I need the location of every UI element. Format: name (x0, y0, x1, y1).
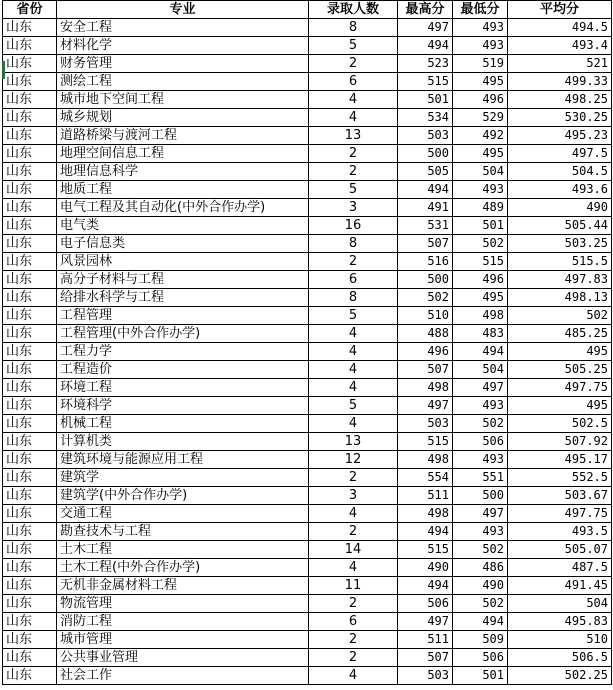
table-row (3, 163, 612, 181)
min-score-cell[interactable]: 506 (453, 649, 508, 667)
province-cell[interactable]: 山东 (3, 595, 57, 613)
min-score-cell[interactable]: 495 (453, 145, 508, 163)
province-cell[interactable]: 山东 (3, 487, 57, 505)
table-row (3, 217, 612, 235)
count-cell[interactable]: 5 (309, 397, 398, 415)
max-score-cell[interactable]: 516 (398, 253, 453, 271)
province-cell[interactable]: 山东 (3, 235, 57, 253)
major-cell[interactable]: 物流管理 (57, 595, 309, 613)
avg-score-cell[interactable]: 515.5 (508, 253, 612, 271)
table-row (3, 397, 612, 415)
table-row (3, 523, 612, 541)
count-cell[interactable]: 2 (309, 649, 398, 667)
avg-score-cell[interactable]: 495.83 (508, 613, 612, 631)
major-cell[interactable]: 地质工程 (57, 181, 309, 199)
max-score-cell[interactable]: 498 (398, 505, 453, 523)
avg-score-cell[interactable]: 490 (508, 199, 612, 217)
major-cell[interactable]: 工程管理 (57, 307, 309, 325)
count-cell[interactable]: 4 (309, 325, 398, 343)
province-cell[interactable]: 山东 (3, 451, 57, 469)
max-score-cell[interactable]: 511 (398, 631, 453, 649)
header-province[interactable]: 省份 (3, 1, 57, 19)
table-row (3, 577, 612, 595)
avg-score-cell[interactable]: 499.33 (508, 73, 612, 91)
avg-score-cell[interactable]: 493.4 (508, 37, 612, 55)
max-score-cell[interactable]: 494 (398, 577, 453, 595)
max-score-cell[interactable]: 507 (398, 649, 453, 667)
min-score-cell[interactable]: 494 (453, 613, 508, 631)
min-score-cell[interactable]: 495 (453, 289, 508, 307)
max-score-cell[interactable]: 500 (398, 271, 453, 289)
avg-score-cell[interactable]: 505.25 (508, 361, 612, 379)
province-cell[interactable]: 山东 (3, 145, 57, 163)
table-row (3, 235, 612, 253)
table-row (3, 325, 612, 343)
max-score-cell[interactable]: 497 (398, 397, 453, 415)
province-cell[interactable]: 山东 (3, 577, 57, 595)
table-row (3, 415, 612, 433)
min-score-cell[interactable]: 504 (453, 361, 508, 379)
max-score-cell[interactable]: 498 (398, 379, 453, 397)
province-cell[interactable]: 山东 (3, 613, 57, 631)
avg-score-cell[interactable]: 510 (508, 631, 612, 649)
table-row (3, 289, 612, 307)
min-score-cell[interactable]: 493 (453, 397, 508, 415)
province-cell[interactable]: 山东 (3, 397, 57, 415)
count-cell[interactable]: 4 (309, 91, 398, 109)
min-score-cell[interactable]: 497 (453, 505, 508, 523)
province-cell[interactable]: 山东 (3, 127, 57, 145)
major-cell[interactable]: 高分子材料与工程 (57, 271, 309, 289)
table-body (3, 19, 612, 685)
major-cell[interactable]: 勘查技术与工程 (57, 523, 309, 541)
min-score-cell[interactable]: 496 (453, 91, 508, 109)
province-cell[interactable]: 山东 (3, 541, 57, 559)
table-row (3, 451, 612, 469)
count-cell[interactable]: 2 (309, 253, 398, 271)
province-cell[interactable]: 山东 (3, 19, 57, 37)
header-min-score[interactable]: 最低分 (453, 1, 508, 19)
province-cell[interactable]: 山东 (3, 271, 57, 289)
major-cell[interactable]: 工程造价 (57, 361, 309, 379)
min-score-cell[interactable]: 501 (453, 217, 508, 235)
max-score-cell[interactable]: 534 (398, 109, 453, 127)
count-cell[interactable]: 14 (309, 541, 398, 559)
table-row (3, 343, 612, 361)
count-cell[interactable]: 4 (309, 343, 398, 361)
max-score-cell[interactable]: 507 (398, 361, 453, 379)
province-cell[interactable]: 山东 (3, 73, 57, 91)
avg-score-cell[interactable]: 497.5 (508, 145, 612, 163)
major-cell[interactable]: 电子信息类 (57, 235, 309, 253)
max-score-cell[interactable]: 501 (398, 91, 453, 109)
min-score-cell[interactable]: 501 (453, 667, 508, 685)
max-score-cell[interactable]: 500 (398, 145, 453, 163)
min-score-cell[interactable]: 497 (453, 379, 508, 397)
count-cell[interactable]: 4 (309, 559, 398, 577)
province-cell[interactable]: 山东 (3, 253, 57, 271)
province-cell[interactable]: 山东 (3, 181, 57, 199)
table-row (3, 469, 612, 487)
province-cell[interactable]: 山东 (3, 667, 57, 685)
province-cell[interactable]: 山东 (3, 217, 57, 235)
min-score-cell[interactable]: 515 (453, 253, 508, 271)
min-score-cell[interactable]: 498 (453, 307, 508, 325)
major-cell[interactable]: 工程力学 (57, 343, 309, 361)
avg-score-cell[interactable]: 506.5 (508, 649, 612, 667)
major-cell[interactable]: 材料化学 (57, 37, 309, 55)
province-cell[interactable]: 山东 (3, 199, 57, 217)
count-cell[interactable]: 2 (309, 163, 398, 181)
max-score-cell[interactable]: 497 (398, 19, 453, 37)
major-cell[interactable]: 环境科学 (57, 397, 309, 415)
count-cell[interactable]: 13 (309, 127, 398, 145)
count-cell[interactable]: 8 (309, 19, 398, 37)
min-score-cell[interactable]: 519 (453, 55, 508, 73)
max-score-cell[interactable]: 488 (398, 325, 453, 343)
min-score-cell[interactable]: 493 (453, 451, 508, 469)
major-cell[interactable]: 测绘工程 (57, 73, 309, 91)
count-cell[interactable]: 12 (309, 451, 398, 469)
min-score-cell[interactable]: 493 (453, 37, 508, 55)
min-score-cell[interactable]: 483 (453, 325, 508, 343)
province-cell[interactable]: 山东 (3, 37, 57, 55)
table-row (3, 559, 612, 577)
min-score-cell[interactable]: 486 (453, 559, 508, 577)
avg-score-cell[interactable]: 498.25 (508, 91, 612, 109)
max-score-cell[interactable]: 503 (398, 127, 453, 145)
count-cell[interactable]: 5 (309, 307, 398, 325)
table-row (3, 109, 612, 127)
admission-scores-table (2, 0, 612, 685)
count-cell[interactable]: 4 (309, 379, 398, 397)
province-cell[interactable]: 山东 (3, 433, 57, 451)
min-score-cell[interactable]: 496 (453, 271, 508, 289)
header-admitted-count[interactable]: 录取人数 (309, 1, 398, 19)
count-cell[interactable]: 5 (309, 181, 398, 199)
min-score-cell[interactable]: 493 (453, 523, 508, 541)
count-cell[interactable]: 2 (309, 469, 398, 487)
table-row (3, 181, 612, 199)
avg-score-cell[interactable]: 521 (508, 55, 612, 73)
major-cell[interactable]: 电气工程及其自动化(中外合作办学) (57, 199, 309, 217)
min-score-cell[interactable]: 502 (453, 235, 508, 253)
province-cell[interactable]: 山东 (3, 343, 57, 361)
table-row (3, 379, 612, 397)
avg-score-cell[interactable]: 497.75 (508, 505, 612, 523)
province-cell[interactable]: 山东 (3, 379, 57, 397)
avg-score-cell[interactable]: 530.25 (508, 109, 612, 127)
avg-score-cell[interactable]: 487.5 (508, 559, 612, 577)
province-cell[interactable]: 山东 (3, 523, 57, 541)
max-score-cell[interactable]: 505 (398, 163, 453, 181)
avg-score-cell[interactable]: 505.07 (508, 541, 612, 559)
major-cell[interactable]: 交通工程 (57, 505, 309, 523)
major-cell[interactable]: 给排水科学与工程 (57, 289, 309, 307)
max-score-cell[interactable]: 494 (398, 523, 453, 541)
province-cell[interactable]: 山东 (3, 469, 57, 487)
count-cell[interactable]: 3 (309, 199, 398, 217)
max-score-cell[interactable]: 496 (398, 343, 453, 361)
min-score-cell[interactable]: 509 (453, 631, 508, 649)
table-row (3, 91, 612, 109)
table-row (3, 541, 612, 559)
avg-score-cell[interactable]: 495.17 (508, 451, 612, 469)
table-row (3, 73, 612, 91)
avg-score-cell[interactable]: 495 (508, 397, 612, 415)
major-cell[interactable]: 消防工程 (57, 613, 309, 631)
province-cell[interactable]: 山东 (3, 55, 57, 73)
major-cell[interactable]: 计算机类 (57, 433, 309, 451)
max-score-cell[interactable]: 515 (398, 541, 453, 559)
avg-score-cell[interactable]: 502 (508, 307, 612, 325)
avg-score-cell[interactable]: 498.13 (508, 289, 612, 307)
max-score-cell[interactable]: 523 (398, 55, 453, 73)
count-cell[interactable]: 4 (309, 505, 398, 523)
major-cell[interactable]: 无机非金属材料工程 (57, 577, 309, 595)
major-cell[interactable]: 道路桥梁与渡河工程 (57, 127, 309, 145)
table-row (3, 19, 612, 37)
major-cell[interactable]: 工程管理(中外合作办学) (57, 325, 309, 343)
province-cell[interactable]: 山东 (3, 307, 57, 325)
province-cell[interactable]: 山东 (3, 631, 57, 649)
avg-score-cell[interactable]: 495.23 (508, 127, 612, 145)
max-score-cell[interactable]: 503 (398, 415, 453, 433)
avg-score-cell[interactable]: 494.5 (508, 19, 612, 37)
major-cell[interactable]: 土木工程 (57, 541, 309, 559)
min-score-cell[interactable]: 502 (453, 541, 508, 559)
major-cell[interactable]: 地理信息科学 (57, 163, 309, 181)
count-cell[interactable]: 2 (309, 595, 398, 613)
min-score-cell[interactable]: 493 (453, 181, 508, 199)
count-cell[interactable]: 4 (309, 415, 398, 433)
table-row (3, 613, 612, 631)
count-cell[interactable]: 3 (309, 487, 398, 505)
min-score-cell[interactable]: 502 (453, 415, 508, 433)
major-cell[interactable]: 电气类 (57, 217, 309, 235)
major-cell[interactable]: 风景园林 (57, 253, 309, 271)
max-score-cell[interactable]: 507 (398, 235, 453, 253)
min-score-cell[interactable]: 500 (453, 487, 508, 505)
count-cell[interactable]: 11 (309, 577, 398, 595)
count-cell[interactable]: 2 (309, 523, 398, 541)
count-cell[interactable]: 2 (309, 631, 398, 649)
avg-score-cell[interactable]: 491.45 (508, 577, 612, 595)
table-row (3, 199, 612, 217)
count-cell[interactable]: 6 (309, 613, 398, 631)
major-cell[interactable]: 环境工程 (57, 379, 309, 397)
province-cell[interactable]: 山东 (3, 415, 57, 433)
table-row (3, 433, 612, 451)
max-score-cell[interactable]: 554 (398, 469, 453, 487)
province-cell[interactable]: 山东 (3, 505, 57, 523)
max-score-cell[interactable]: 497 (398, 613, 453, 631)
min-score-cell[interactable]: 489 (453, 199, 508, 217)
min-score-cell[interactable]: 506 (453, 433, 508, 451)
province-cell[interactable]: 山东 (3, 361, 57, 379)
min-score-cell[interactable]: 495 (453, 73, 508, 91)
min-score-cell[interactable]: 490 (453, 577, 508, 595)
table-row (3, 145, 612, 163)
max-score-cell[interactable]: 490 (398, 559, 453, 577)
max-score-cell[interactable]: 491 (398, 199, 453, 217)
province-cell[interactable]: 山东 (3, 325, 57, 343)
table-row (3, 127, 612, 145)
province-cell[interactable]: 山东 (3, 559, 57, 577)
max-score-cell[interactable]: 494 (398, 181, 453, 199)
min-score-cell[interactable]: 504 (453, 163, 508, 181)
count-cell[interactable]: 5 (309, 37, 398, 55)
province-cell[interactable]: 山东 (3, 109, 57, 127)
min-score-cell[interactable]: 492 (453, 127, 508, 145)
major-cell[interactable]: 土木工程(中外合作办学) (57, 559, 309, 577)
count-cell[interactable]: 2 (309, 55, 398, 73)
max-score-cell[interactable]: 510 (398, 307, 453, 325)
major-cell[interactable]: 财务管理 (57, 55, 309, 73)
min-score-cell[interactable]: 529 (453, 109, 508, 127)
header-row (3, 1, 612, 19)
major-cell[interactable]: 建筑学 (57, 469, 309, 487)
max-score-cell[interactable]: 498 (398, 451, 453, 469)
major-cell[interactable]: 建筑环境与能源应用工程 (57, 451, 309, 469)
major-cell[interactable]: 建筑学(中外合作办学) (57, 487, 309, 505)
avg-score-cell[interactable]: 502.5 (508, 415, 612, 433)
max-score-cell[interactable]: 502 (398, 289, 453, 307)
table-row (3, 37, 612, 55)
count-cell[interactable]: 16 (309, 217, 398, 235)
major-cell[interactable]: 城市地下空间工程 (57, 91, 309, 109)
table-row (3, 487, 612, 505)
table-row (3, 55, 612, 73)
province-cell[interactable]: 山东 (3, 91, 57, 109)
table-row (3, 253, 612, 271)
avg-score-cell[interactable]: 497.75 (508, 379, 612, 397)
avg-score-cell[interactable]: 507.92 (508, 433, 612, 451)
avg-score-cell[interactable]: 552.5 (508, 469, 612, 487)
table-row (3, 631, 612, 649)
max-score-cell[interactable]: 511 (398, 487, 453, 505)
table-row (3, 271, 612, 289)
major-cell[interactable]: 机械工程 (57, 415, 309, 433)
table-row (3, 649, 612, 667)
count-cell[interactable]: 6 (309, 271, 398, 289)
table-row (3, 667, 612, 685)
major-cell[interactable]: 公共事业管理 (57, 649, 309, 667)
min-score-cell[interactable]: 493 (453, 19, 508, 37)
count-cell[interactable]: 13 (309, 433, 398, 451)
major-cell[interactable]: 地理空间信息工程 (57, 145, 309, 163)
active-cell-marker (2, 61, 5, 79)
max-score-cell[interactable]: 494 (398, 37, 453, 55)
max-score-cell[interactable]: 506 (398, 595, 453, 613)
major-cell[interactable]: 城乡规划 (57, 109, 309, 127)
min-score-cell[interactable]: 551 (453, 469, 508, 487)
avg-score-cell[interactable]: 503.25 (508, 235, 612, 253)
table-row (3, 505, 612, 523)
avg-score-cell[interactable]: 504 (508, 595, 612, 613)
avg-score-cell[interactable]: 495 (508, 343, 612, 361)
avg-score-cell[interactable]: 505.44 (508, 217, 612, 235)
count-cell[interactable]: 4 (309, 667, 398, 685)
max-score-cell[interactable]: 503 (398, 667, 453, 685)
avg-score-cell[interactable]: 497.83 (508, 271, 612, 289)
header-major[interactable]: 专业 (57, 1, 309, 19)
max-score-cell[interactable]: 531 (398, 217, 453, 235)
avg-score-cell[interactable]: 493.5 (508, 523, 612, 541)
avg-score-cell[interactable]: 485.25 (508, 325, 612, 343)
min-score-cell[interactable]: 494 (453, 343, 508, 361)
province-cell[interactable]: 山东 (3, 289, 57, 307)
max-score-cell[interactable]: 515 (398, 433, 453, 451)
count-cell[interactable]: 4 (309, 361, 398, 379)
min-score-cell[interactable]: 502 (453, 595, 508, 613)
count-cell[interactable]: 8 (309, 289, 398, 307)
count-cell[interactable]: 8 (309, 235, 398, 253)
table-row (3, 361, 612, 379)
count-cell[interactable]: 4 (309, 109, 398, 127)
avg-score-cell[interactable]: 493.6 (508, 181, 612, 199)
major-cell[interactable]: 城市管理 (57, 631, 309, 649)
header-avg-score[interactable]: 平均分 (508, 1, 612, 19)
province-cell[interactable]: 山东 (3, 649, 57, 667)
major-cell[interactable]: 安全工程 (57, 19, 309, 37)
header-max-score[interactable]: 最高分 (398, 1, 453, 19)
major-cell[interactable]: 社会工作 (57, 667, 309, 685)
max-score-cell[interactable]: 515 (398, 73, 453, 91)
avg-score-cell[interactable]: 503.67 (508, 487, 612, 505)
count-cell[interactable]: 6 (309, 73, 398, 91)
avg-score-cell[interactable]: 502.25 (508, 667, 612, 685)
table-row (3, 595, 612, 613)
province-cell[interactable]: 山东 (3, 163, 57, 181)
count-cell[interactable]: 2 (309, 145, 398, 163)
table-row (3, 307, 612, 325)
avg-score-cell[interactable]: 504.5 (508, 163, 612, 181)
